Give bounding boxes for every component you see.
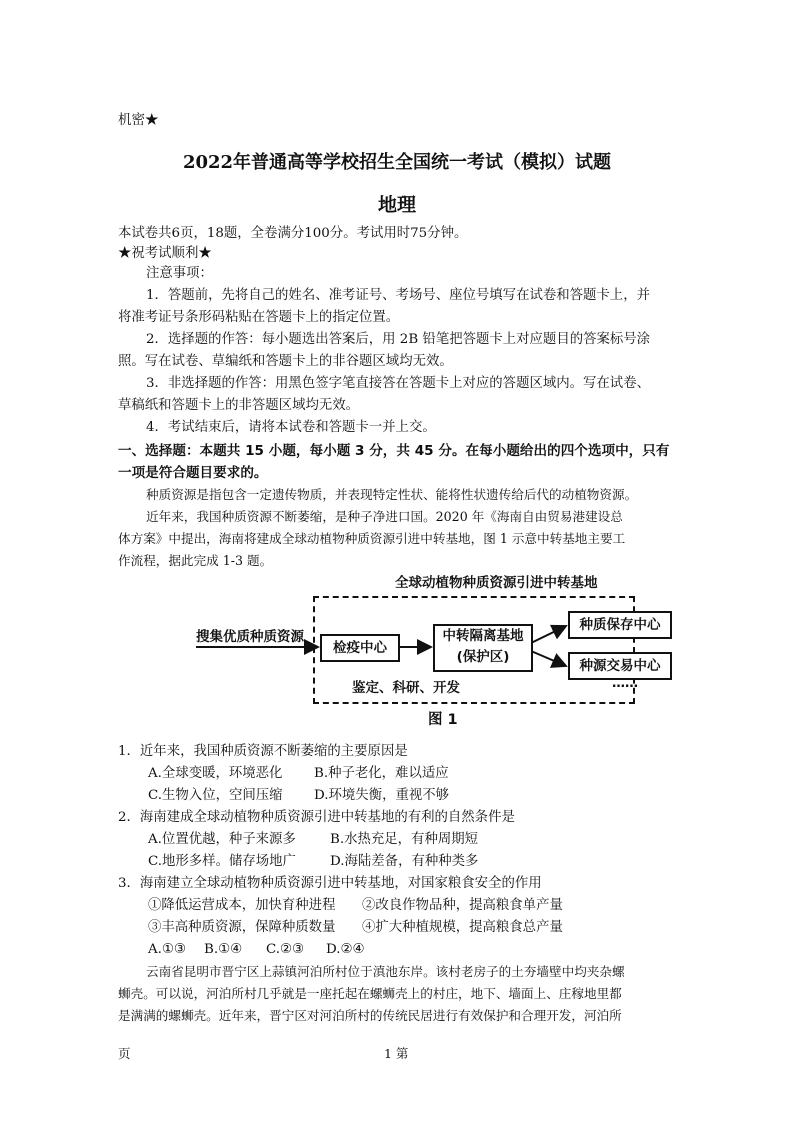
ellipsis-label: …… <box>612 676 638 691</box>
notice-line: 4．考试结束后，请将本试卷和答题卡一并上交。 <box>146 420 436 435</box>
question-stem: 1．近年来，我国种质资源不断萎缩的主要原因是 <box>118 744 408 759</box>
notice-line: 将准考证号条形码粘贴在答题卡上的指定位置。 <box>118 310 400 325</box>
input-label: 搜集优质种质资源 <box>196 629 304 645</box>
figure-caption: 图 1 <box>428 712 458 728</box>
option: A.全球变暖，环境恶化 <box>148 766 283 781</box>
transit-base-label: 中转隔离基地 <box>442 628 524 644</box>
transit-base-sublabel: (保护区) <box>456 649 510 665</box>
option: C.地形多样。储存场地广 <box>148 854 296 869</box>
exam-info: 本试卷共6页，18题，全卷满分100分。考试用时75分钟。 <box>118 226 468 241</box>
passage-line: 蛳壳。可以说，河泊所村几乎就是一座托起在螺蛳壳上的村庄，地下、墙面上、庄稼地里都 <box>118 986 622 1001</box>
statement: ④扩大种植规模，提高粮食总产量 <box>362 920 563 935</box>
passage-line: 是满满的螺蛳壳。近年来，晋宁区对河泊所村的传统民居进行有效保护和合理开发，河泊所 <box>118 1008 622 1023</box>
option: A.①③ <box>148 942 186 957</box>
question-stem: 2．海南建成全球动植物种质资源引进中转基地的有利的自然条件是 <box>118 810 515 825</box>
question-stem: 3．海南建立全球动植物种质资源引进中转基地，对国家粮食安全的作用 <box>118 876 542 891</box>
statement: ②改良作物品种，提高粮食单产量 <box>362 898 563 913</box>
figure-title: 全球动植物种质资源引进中转基地 <box>395 575 598 591</box>
option: B.水热充足，有种周期短 <box>330 832 479 847</box>
footer-left: 页 <box>118 1046 131 1061</box>
passage-line: 近年来，我国种质资源不断萎缩，是种子净进口国。2020 年《海南自由贸易港建设总 <box>146 509 623 524</box>
germplasm-preservation-box: 种质保存中心 <box>568 611 672 639</box>
statement: ③丰高种质资源，保障种质数量 <box>148 920 336 935</box>
notice-line: 1．答题前，先将自己的姓名、准考证号、考场号、座位号填写在试卷和答题卡上，并 <box>146 288 650 303</box>
option: C.②③ <box>266 942 305 957</box>
notice-line: 照。写在试卷、草编纸和答题卡上的非谷题区域均无效。 <box>118 354 453 369</box>
good-luck-line: ★祝考试顺利★ <box>118 246 212 261</box>
quarantine-center-box: 检疫中心 <box>320 634 400 662</box>
passage-line: 作流程，据此完成 1-3 题。 <box>118 553 273 568</box>
option: D.海陆差备，有种种类多 <box>330 854 479 869</box>
section-heading: 一项是符合题目要求的。 <box>118 465 268 481</box>
seed-trade-box: 种源交易中心 <box>568 652 672 680</box>
notice-line: 草稿纸和答题卡上的非答题区域均无效。 <box>118 398 360 413</box>
statement: ①降低运营成本，加快育种进程 <box>148 898 336 913</box>
option: A.位置优越，种子来源多 <box>148 832 296 847</box>
exam-title: 2022年普通高等学校招生全国统一考试（模拟）试题 <box>182 152 612 173</box>
option: B.①④ <box>204 942 243 957</box>
notice-title: 注意事项： <box>146 266 213 281</box>
notice-line: 3．非选择题的作答：用黑色签字笔直接答在答题卡上对应的答题区域内。写在试卷、 <box>146 376 650 391</box>
activities-label: 鉴定、科研、开发 <box>352 680 460 696</box>
option: C.生物入位，空间压缩 <box>148 788 283 803</box>
section-heading: 一、选择题：本题共 15 小题，每小题 3 分，共 45 分。在每小题给出的四个选项中，只有 <box>118 443 670 459</box>
footer-page-number: 1 第 <box>384 1046 409 1061</box>
confidential-mark: 机密★ <box>118 112 159 128</box>
transit-base-box <box>433 624 533 672</box>
option: D.环境失衡，重视不够 <box>314 788 450 803</box>
notice-line: 2．选择题的作答：每小题选出答案后，用 2B 铅笔把答题卡上对应题目的答案标号涂 <box>146 332 651 347</box>
passage-line: 云南省昆明市晋宁区上蒜镇河泊所村位于滇池东岸。该村老房子的土夯墙壁中均夹杂螺 <box>146 964 625 979</box>
option: B.种子老化，难以适应 <box>314 766 449 781</box>
passage-line: 种质资源是指包含一定遗传物质，并表现特定性状、能将性状遗传给后代的动植物资源。 <box>146 487 638 502</box>
subject-title: 地理 <box>377 194 416 216</box>
passage-line: 体方案》中提出，海南将建成全球动植物种质资源引进中转基地，图 1 示意中转基地主要工 <box>118 531 626 546</box>
option: D.②④ <box>326 942 365 957</box>
